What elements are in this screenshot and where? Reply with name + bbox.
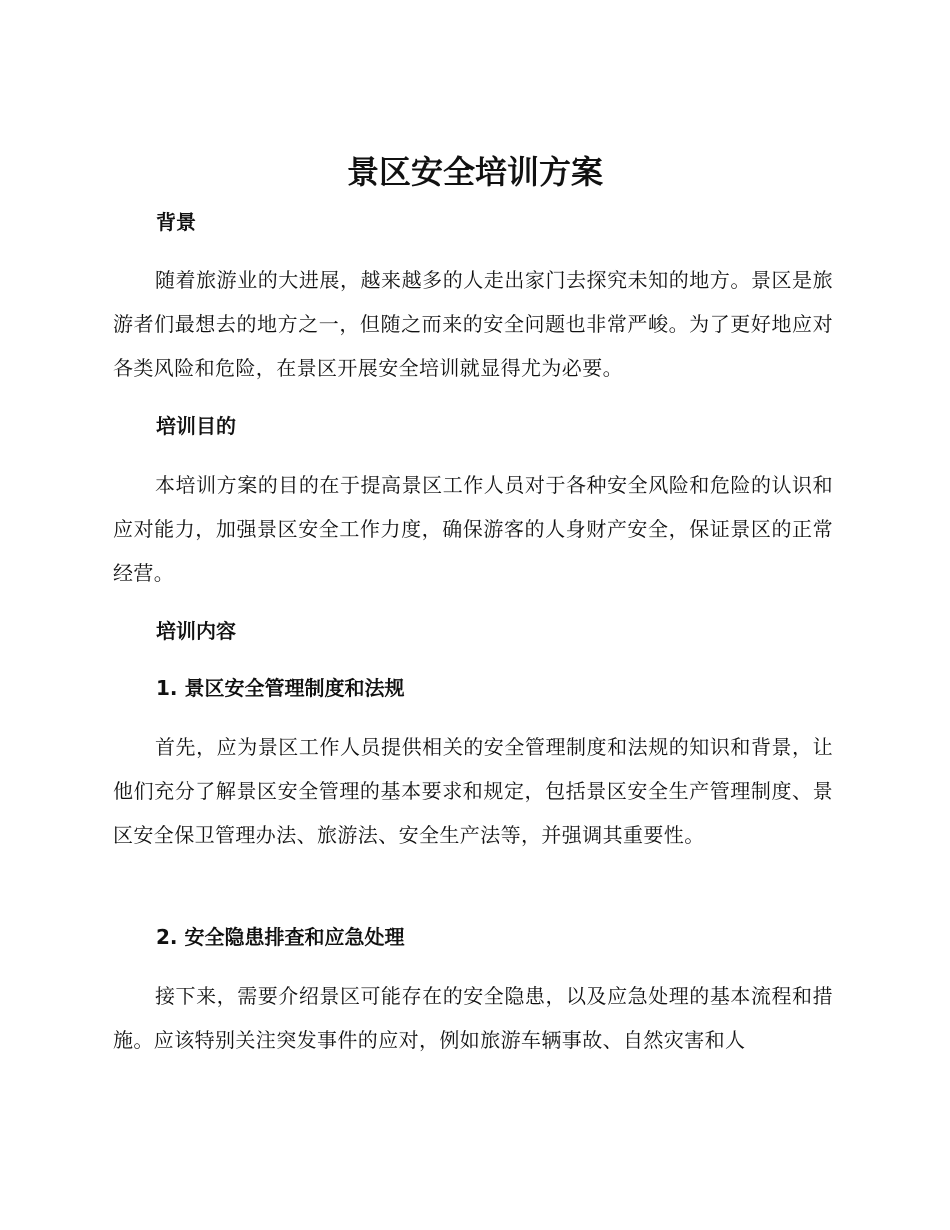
section-paragraph-goal: 本培训方案的目的在于提高景区工作人员对于各种安全风险和危险的认识和应对能力，加强景区安全工作力度，确保游客的人身财产安全，保证景区的正常经营。 (113, 473, 833, 585)
subsection-paragraph-hazard-emergency: 接下来，需要介绍景区可能存在的安全隐患，以及应急处理的基本流程和措施。应该特别关注突发事件的应对，例如旅游车辆事故、自然灾害和人 (113, 984, 833, 1052)
subsection-heading-hazard-emergency: 2. 安全隐患排查和应急处理 (156, 925, 405, 949)
section-heading-content: 培训内容 (156, 619, 236, 643)
subsection-heading-management-rules: 1. 景区安全管理制度和法规 (156, 676, 405, 700)
section-heading-background: 背景 (156, 210, 196, 234)
section-heading-goal: 培训目的 (156, 414, 236, 438)
document-title: 景区安全培训方案 (346, 153, 603, 191)
subsection-paragraph-management-rules: 首先，应为景区工作人员提供相关的安全管理制度和法规的知识和背景，让他们充分了解景区安全管理的基本要求和规定，包括景区安全生产管理制度、景区安全保卫管理办法、旅游法、安全生产法等，并强调其重要性。 (113, 735, 833, 847)
section-paragraph-background: 随着旅游业的大进展，越来越多的人走出家门去探究未知的地方。景区是旅游者们最想去的地方之一，但随之而来的安全问题也非常严峻。为了更好地应对各类风险和危险，在景区开展安全培训就显得尤为必要。 (113, 268, 833, 380)
